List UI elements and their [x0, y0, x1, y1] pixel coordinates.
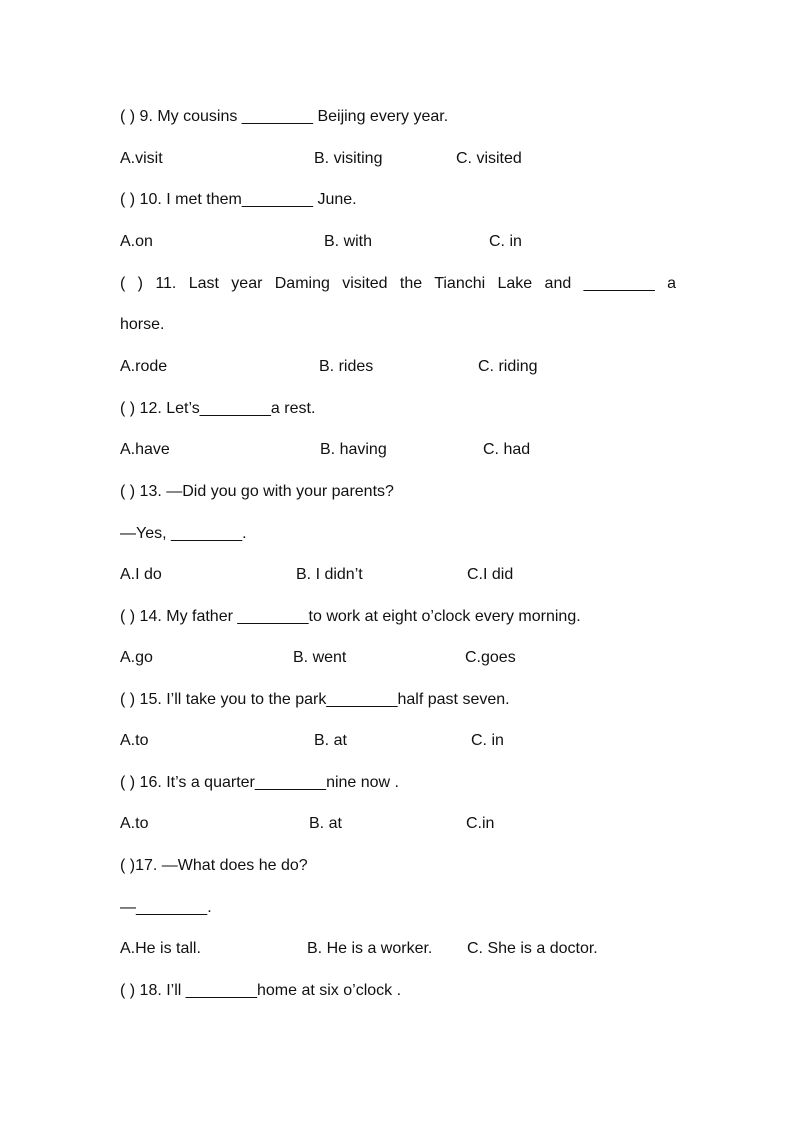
- question-13-stem: ( ) 13. —Did you go with your parents?: [120, 483, 394, 500]
- question-11-option-a: A.rode: [120, 358, 168, 375]
- question-12-stem: ( ) 12. Let’s________a rest.: [120, 400, 316, 417]
- question-12-option-b: B. having: [320, 441, 387, 458]
- question-12-option-a: A.have: [120, 441, 170, 458]
- question-9-stem: ( ) 9. My cousins ________ Beijing every year.: [120, 108, 449, 125]
- question-15-stem: ( ) 15. I’ll take you to the park________half past seven.: [120, 691, 510, 708]
- question-13-option-a: A.I do: [120, 566, 162, 583]
- question-17-stem: ( )17. —What does he do?: [120, 857, 308, 874]
- question-10-option-a: A.on: [120, 233, 153, 250]
- question-16-option-c: C.in: [466, 815, 495, 832]
- question-14-option-c: C.goes: [465, 649, 516, 666]
- question-11-option-b: B. rides: [319, 358, 374, 375]
- question-16-option-b: B. at: [309, 815, 342, 832]
- question-11-stem: ( ) 11. Last year Daming visited the Tianchi Lake and ________ a: [120, 275, 676, 292]
- question-11-stem-continued: horse.: [120, 316, 165, 333]
- question-18-stem: ( ) 18. I’ll ________home at six o’clock .: [120, 982, 402, 999]
- question-13-answer-line: —Yes, ________.: [120, 525, 247, 542]
- question-11-option-c: C. riding: [478, 358, 538, 375]
- question-14-option-a: A.go: [120, 649, 153, 666]
- question-17-option-b: B. He is a worker.: [307, 940, 433, 957]
- question-12-option-c: C. had: [483, 441, 531, 458]
- question-15-option-b: B. at: [314, 732, 347, 749]
- question-14-option-b: B. went: [293, 649, 347, 666]
- question-15-option-c: C. in: [471, 732, 504, 749]
- question-16-stem: ( ) 16. It’s a quarter________nine now .: [120, 774, 399, 791]
- question-17-answer-line: —________.: [120, 899, 212, 916]
- question-9-option-c: C. visited: [456, 150, 522, 167]
- question-13-option-b: B. I didn’t: [296, 566, 363, 583]
- question-17-option-c: C. She is a doctor.: [467, 940, 598, 957]
- question-16-option-a: A.to: [120, 815, 149, 832]
- question-13-option-c: C.I did: [467, 566, 514, 583]
- question-15-option-a: A.to: [120, 732, 149, 749]
- question-10-option-c: C. in: [489, 233, 522, 250]
- question-14-stem: ( ) 14. My father ________to work at eight o’clock every morning.: [120, 608, 581, 625]
- question-9-option-a: A.visit: [120, 150, 163, 167]
- question-10-stem: ( ) 10. I met them________ June.: [120, 191, 357, 208]
- question-10-option-b: B. with: [324, 233, 373, 250]
- question-17-option-a: A.He is tall.: [120, 940, 201, 957]
- question-9-option-b: B. visiting: [314, 150, 383, 167]
